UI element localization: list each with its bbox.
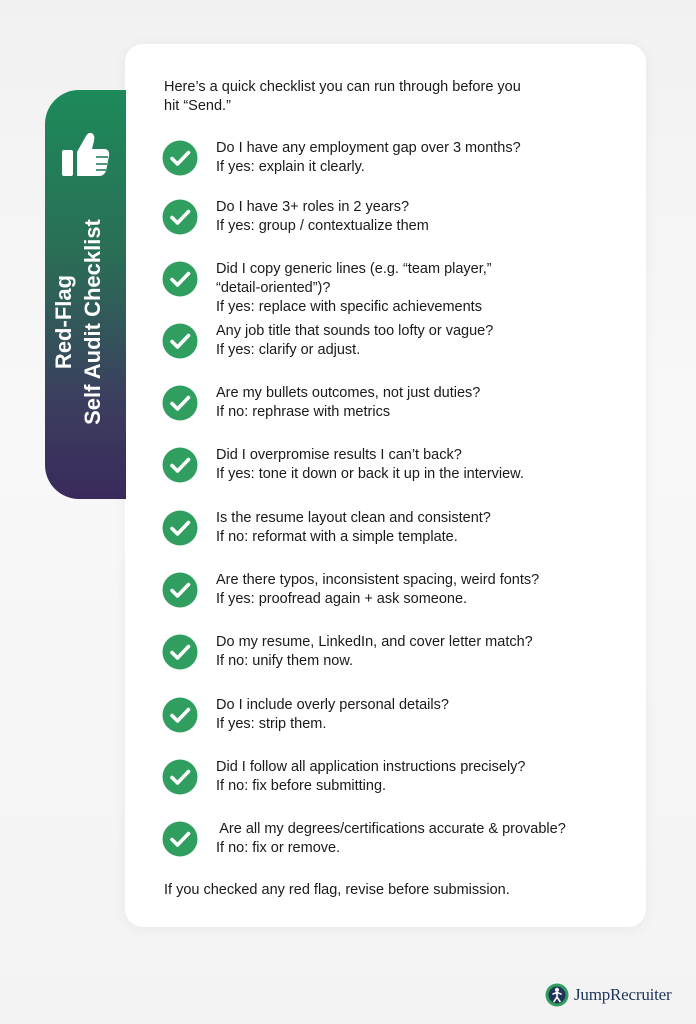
- checklist-item: [160, 384, 630, 424]
- sidebar-title: [49, 172, 119, 472]
- checkmark-icon: [162, 447, 198, 483]
- checklist-action: If no: reformat with a simple template.: [216, 529, 458, 545]
- intro-text: Here’s a quick checklist you can run through before you hit “Send.”: [164, 79, 521, 114]
- checklist-question: Do I have 3+ roles in 2 years?: [216, 199, 410, 215]
- jumprecruiter-logo-icon: [545, 983, 569, 1007]
- checklist-question: Did I overpromise results I can’t back?: [216, 447, 462, 463]
- brand-name: JumpRecruiter: [574, 985, 672, 1004]
- checklist-action: If yes: explain it clearly.: [216, 159, 365, 175]
- checklist-action: If yes: clarify or adjust.: [216, 342, 361, 358]
- checklist-question: Are there typos, inconsistent spacing, weird fonts?: [216, 572, 540, 588]
- checkmark-icon: [162, 385, 198, 421]
- checklist-item: [160, 633, 630, 673]
- checkmark-icon: [162, 572, 198, 608]
- checklist-question: Any job title that sounds too lofty or vague?: [216, 323, 494, 339]
- checklist-item: [160, 322, 630, 362]
- checklist-question: Do I include overly personal details?: [216, 697, 449, 713]
- checkmark-icon: [162, 140, 198, 176]
- checklist-item: [160, 139, 630, 179]
- checkmark-icon: [162, 697, 198, 733]
- checklist-question: Did I follow all application instructions precisely?: [216, 759, 526, 775]
- checklist-item: [160, 260, 630, 315]
- checkmark-icon: [162, 323, 198, 359]
- checklist-question: Did I copy generic lines (e.g. “team player,”: [216, 261, 492, 277]
- checklist-item: [160, 446, 630, 486]
- brand-logo[interactable]: [545, 982, 671, 1008]
- checklist-question: Are my bullets outcomes, not just duties?: [216, 385, 481, 401]
- checklist-item: [160, 198, 630, 238]
- outro-text: If you checked any red flag, revise before submission.: [164, 882, 510, 898]
- checklist-item: [160, 758, 630, 798]
- checklist-item: [160, 509, 630, 549]
- checklist-action: If yes: replace with specific achievements: [216, 299, 482, 315]
- checklist-action: If no: unify them now.: [216, 653, 354, 669]
- checklist-action: If yes: proofread again + ask someone.: [216, 591, 468, 607]
- sidebar-title-line2: Self Audit Checklist: [80, 219, 105, 425]
- checklist-question: Are all my degrees/certifications accurate & provable?: [216, 821, 566, 837]
- checkmark-icon: [162, 261, 198, 297]
- checkmark-icon: [162, 759, 198, 795]
- checklist-item: [160, 820, 630, 860]
- checklist-action: If yes: tone it down or back it up in the interview.: [216, 466, 524, 482]
- checklist-question: Is the resume layout clean and consistent?: [216, 510, 491, 526]
- checklist-item: [160, 696, 630, 736]
- checklist-question-cont: “detail-oriented”)?: [216, 280, 331, 296]
- checklist-action: If no: fix or remove.: [216, 840, 341, 856]
- checkmark-icon: [162, 510, 198, 546]
- sidebar-title-line1: Red-Flag: [51, 274, 76, 370]
- checkmark-icon: [162, 821, 198, 857]
- checklist-action: If yes: group / contextualize them: [216, 218, 429, 234]
- checklist-item: [160, 571, 630, 611]
- checkmark-icon: [162, 634, 198, 670]
- checklist-action: If no: fix before submitting.: [216, 778, 387, 794]
- checklist-question: Do I have any employment gap over 3 months?: [216, 140, 521, 156]
- checklist-action: If yes: strip them.: [216, 716, 327, 732]
- checklist-question: Do my resume, LinkedIn, and cover letter match?: [216, 634, 533, 650]
- checklist-action: If no: rephrase with metrics: [216, 404, 391, 420]
- checkmark-icon: [162, 199, 198, 235]
